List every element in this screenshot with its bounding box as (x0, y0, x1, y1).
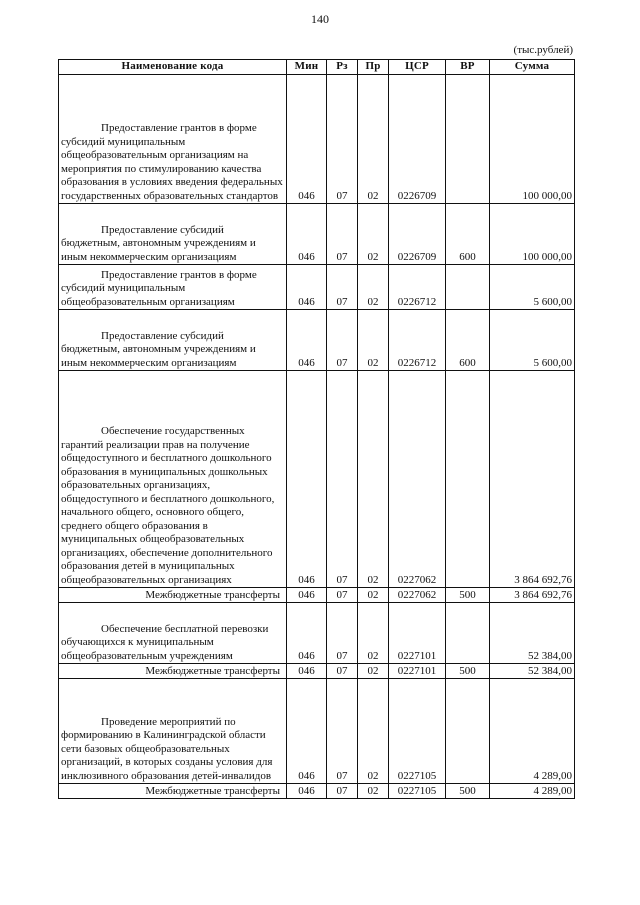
row-sum: 5 600,00 (490, 310, 575, 371)
row-name: Обеспечение государственных гарантий реализации прав на получение общедоступного и бесплатного дошкольного образования в муниципальных дошкольных образовательных организациях, общедоступного и бесплатного дошкольного, начального общего, основного общего, среднего общего образования в муниципальных общеобразовательных организациях, обеспечение дополнительного образования детей в муниципальных общеобразовательных организациях (59, 371, 287, 588)
row-rz: 07 (327, 603, 358, 664)
table-row (59, 310, 575, 371)
row-rz: 07 (327, 588, 358, 603)
row-csr: 0227105 (389, 679, 446, 784)
row-pr: 02 (358, 588, 389, 603)
row-pr: 02 (358, 371, 389, 588)
table-row (59, 204, 575, 265)
table-row (59, 664, 575, 679)
row-vr: 600 (446, 310, 490, 371)
row-vr (446, 603, 490, 664)
row-name: Обеспечение бесплатной перевозки обучающихся к муниципальным общеобразовательным учреждениям (59, 603, 287, 664)
table-row (59, 588, 575, 603)
row-csr: 0227105 (389, 784, 446, 799)
row-min: 046 (287, 664, 327, 679)
row-rz: 07 (327, 371, 358, 588)
header-name: Наименование кода (59, 60, 287, 75)
header-sum: Сумма (490, 60, 575, 75)
table-row (59, 75, 575, 204)
row-rz: 07 (327, 784, 358, 799)
row-sum: 4 289,00 (490, 679, 575, 784)
row-rz: 07 (327, 664, 358, 679)
row-rz: 07 (327, 204, 358, 265)
row-csr: 0227101 (389, 664, 446, 679)
row-csr: 0226709 (389, 75, 446, 204)
header-pr: Пр (358, 60, 389, 75)
row-pr: 02 (358, 310, 389, 371)
row-vr: 500 (446, 784, 490, 799)
row-pr: 02 (358, 664, 389, 679)
row-min: 046 (287, 784, 327, 799)
row-csr: 0227101 (389, 603, 446, 664)
row-sum: 52 384,00 (490, 603, 575, 664)
budget-table (58, 59, 575, 799)
row-csr: 0227062 (389, 588, 446, 603)
table-row (59, 679, 575, 784)
row-sum: 3 864 692,76 (490, 371, 575, 588)
row-min: 046 (287, 265, 327, 310)
row-vr (446, 679, 490, 784)
row-vr (446, 265, 490, 310)
row-csr: 0226712 (389, 265, 446, 310)
row-name: Проведение мероприятий по формированию в Калининградской области сети базовых общеобразовательных организаций, в которых созданы условия для инклюзивного образования детей-инвалидов (59, 679, 287, 784)
row-name: Предоставление грантов в форме субсидий муниципальным общеобразовательным организациям (59, 265, 287, 310)
table-row (59, 265, 575, 310)
row-min: 046 (287, 588, 327, 603)
row-name: Межбюджетные трансферты (59, 784, 287, 799)
row-csr: 0226709 (389, 204, 446, 265)
row-vr: 500 (446, 664, 490, 679)
row-sum: 100 000,00 (490, 75, 575, 204)
row-csr: 0227062 (389, 371, 446, 588)
row-min: 046 (287, 371, 327, 588)
row-name: Межбюджетные трансферты (59, 664, 287, 679)
row-rz: 07 (327, 75, 358, 204)
header-min: Мин (287, 60, 327, 75)
row-sum: 100 000,00 (490, 204, 575, 265)
page-number: 140 (311, 12, 329, 26)
row-name: Предоставление грантов в форме субсидий муниципальным общеобразовательным организациям на мероприятия по стимулированию качества образования в условиях введения федеральных государственных образовательных стандартов (59, 75, 287, 204)
table-row (59, 784, 575, 799)
row-vr: 500 (446, 588, 490, 603)
row-vr: 600 (446, 204, 490, 265)
row-pr: 02 (358, 265, 389, 310)
row-vr (446, 371, 490, 588)
row-pr: 02 (358, 784, 389, 799)
units-label: (тыс.рублей) (513, 44, 573, 56)
row-csr: 0226712 (389, 310, 446, 371)
header-vr: ВР (446, 60, 490, 75)
header-csr: ЦСР (389, 60, 446, 75)
row-min: 046 (287, 603, 327, 664)
row-vr (446, 75, 490, 204)
row-pr: 02 (358, 679, 389, 784)
row-sum: 4 289,00 (490, 784, 575, 799)
header-row (59, 60, 575, 75)
row-sum: 5 600,00 (490, 265, 575, 310)
row-rz: 07 (327, 310, 358, 371)
row-rz: 07 (327, 679, 358, 784)
row-sum: 52 384,00 (490, 664, 575, 679)
row-pr: 02 (358, 204, 389, 265)
row-pr: 02 (358, 75, 389, 204)
row-name: Предоставление субсидий бюджетным, автономным учреждениям и иным некоммерческим организациям (59, 204, 287, 265)
row-min: 046 (287, 204, 327, 265)
table-row (59, 603, 575, 664)
header-rz: Рз (327, 60, 358, 75)
row-name: Межбюджетные трансферты (59, 588, 287, 603)
row-min: 046 (287, 679, 327, 784)
row-min: 046 (287, 310, 327, 371)
row-sum: 3 864 692,76 (490, 588, 575, 603)
row-min: 046 (287, 75, 327, 204)
row-name: Предоставление субсидий бюджетным, автономным учреждениям и иным некоммерческим организациям (59, 310, 287, 371)
row-rz: 07 (327, 265, 358, 310)
table-row (59, 371, 575, 588)
row-pr: 02 (358, 603, 389, 664)
